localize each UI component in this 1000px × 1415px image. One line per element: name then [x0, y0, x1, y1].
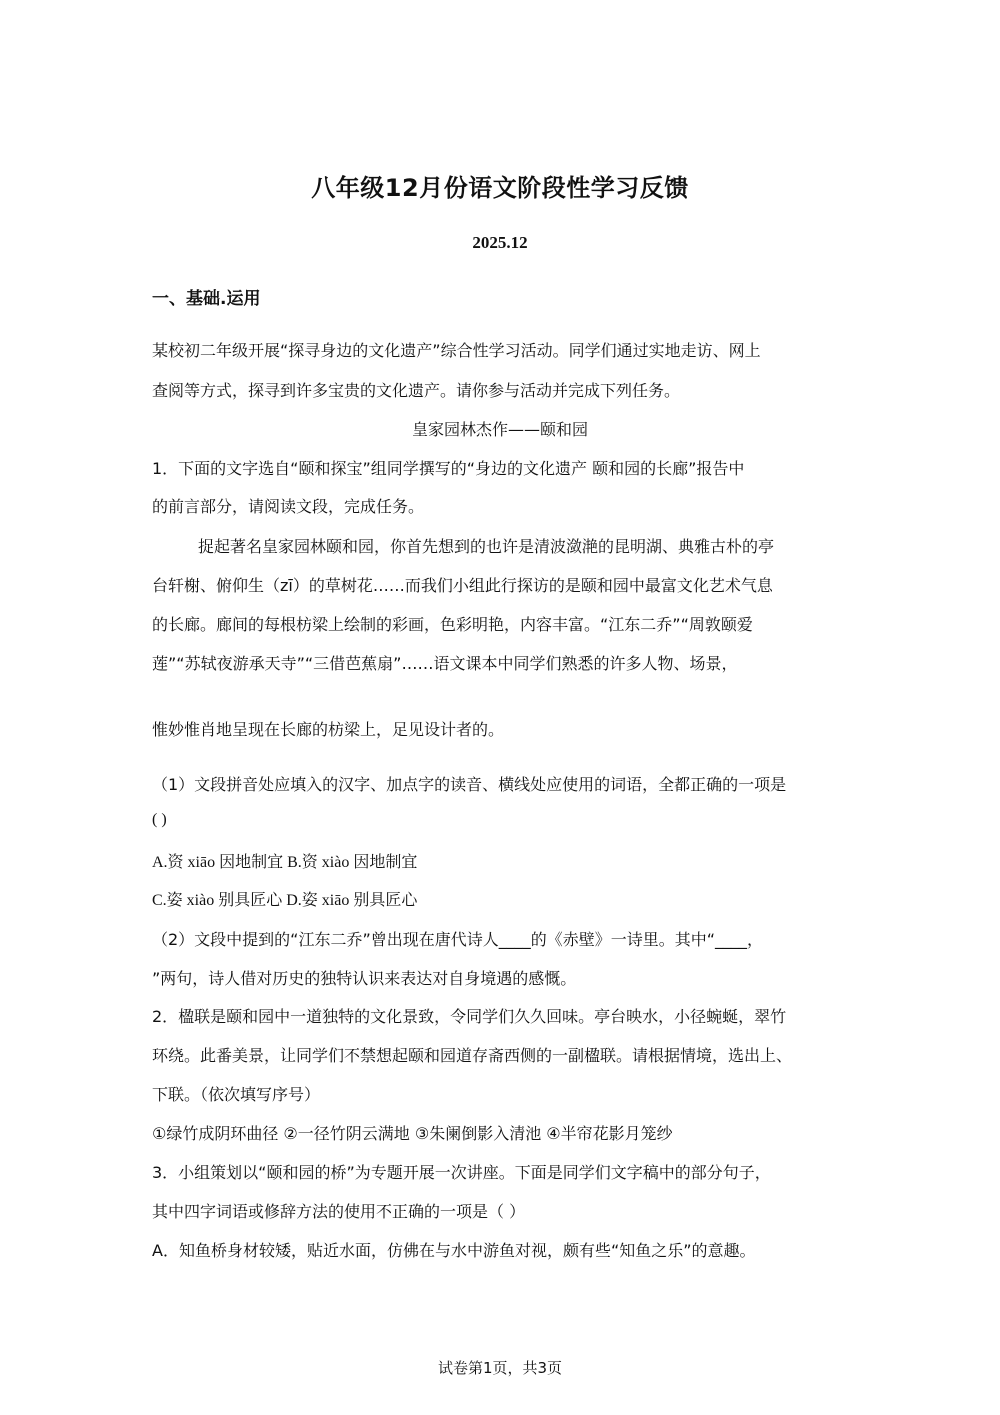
page-footer: 试卷第1页，共3页: [437, 1359, 563, 1377]
question-2-line: 下联。（依次填写序号）: [152, 1085, 321, 1104]
question-1-line: 1．下面的文字选自“颐和探宝”组同学撰写的“身边的文化遗产 颐和园的长廊”报告中: [152, 459, 745, 478]
question-1-line: 的前言部分，请阅读文段，完成任务。: [152, 497, 425, 516]
intro-line: 某校初二年级开展“探寻身边的文化遗产”综合性学习活动。同学们通过实地走访、网上: [152, 341, 761, 360]
page-title: 八年级12月份语文阶段性学习反馈: [311, 174, 689, 202]
sub-question-2-line: （2）文段中提到的“江东二乔”曾出现在唐代诗人____的《赤壁》一诗里。其中“____，: [152, 930, 764, 949]
passage-line: 台轩榭、俯仰生（zī）的草树花……而我们小组此行探访的是颐和园中最富文化艺术气息: [152, 576, 773, 595]
passage-line: 莲”“苏轼夜游承天寺”“三借芭蕉扇”……语文课本中同学们熟悉的许多人物、场景，: [152, 654, 738, 673]
question-3-line: 其中四字词语或修辞方法的使用不正确的一项是（ ）: [152, 1202, 526, 1221]
passage-line: 的长廊。廊间的每根枋梁上绘制的彩画，色彩明艳，内容丰富。“江东二乔”“周敦颐爱: [152, 615, 753, 634]
passage-line: 惟妙惟肖地呈现在长廊的枋梁上，足见设计者的。: [152, 720, 505, 739]
answer-options-line: A.资 xiāo 因地制宜 B.资 xiào 因地制宜: [152, 854, 418, 871]
question-2-line: 2．楹联是颐和园中一道独特的文化景致，令同学们久久回味。亭台映水，小径蜿蜒，翠竹: [152, 1007, 787, 1026]
section-subtitle: 皇家园林杰作——颐和园: [411, 420, 588, 439]
sub-question-1-line: （1）文段拼音处应填入的汉字、加点字的读音、横线处应使用的词语，全都正确的一项是: [152, 775, 787, 794]
sub-question-1-line: ( ): [152, 811, 167, 828]
question-2-line: 环绕。此番美景，让同学们不禁想起颐和园道存斋西侧的一副楹联。请根据情境，选出上、: [152, 1046, 793, 1065]
question-3-line: A．知鱼桥身材较矮，贴近水面，仿佛在与水中游鱼对视，颇有些“知鱼之乐”的意趣。: [152, 1241, 756, 1260]
answer-options-line: C.姿 xiào 别具匠心 D.姿 xiāo 别具匠心: [152, 892, 418, 909]
section-heading: 一、基础.运用: [152, 289, 261, 309]
exam-date: 2025.12: [472, 233, 528, 252]
passage-line: 捉起著名皇家园林颐和园，你首先想到的也许是清波潋滟的昆明湖、典雅古朴的亭: [198, 537, 775, 556]
question-3-line: 3．小组策划以“颐和园的桥”为专题开展一次讲座。下面是同学们文字稿中的部分句子，: [152, 1163, 771, 1182]
question-2-line: ①绿竹成阴环曲径 ②一径竹阴云满地 ③朱阑倒影入清池 ④半帘花影月笼纱: [152, 1124, 673, 1143]
sub-question-2-line: ”两句，诗人借对历史的独特认识来表达对自身境遇的感慨。: [152, 969, 577, 988]
intro-line: 查阅等方式，探寻到许多宝贵的文化遗产。请你参与活动并完成下列任务。: [152, 381, 681, 400]
